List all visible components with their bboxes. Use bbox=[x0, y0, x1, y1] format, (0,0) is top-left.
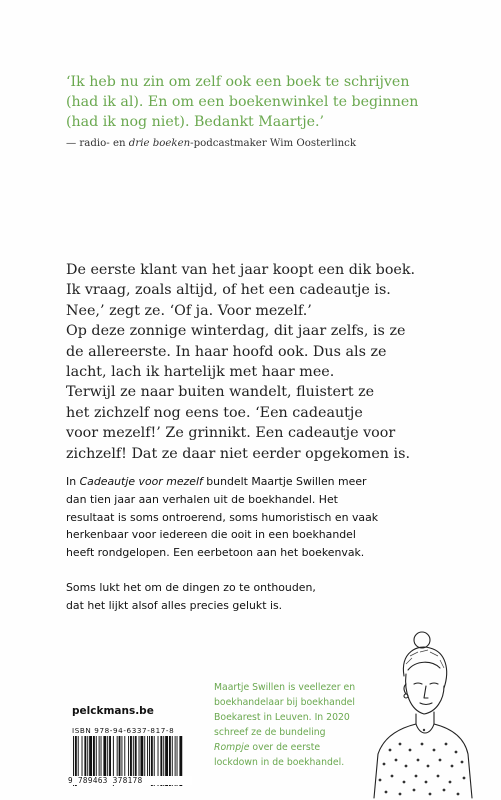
bio-line: Maartje Swillen is veellezer en bbox=[214, 682, 356, 693]
story-line: zichzelf! Dat ze daar niet eerder opgekomen is. bbox=[66, 445, 411, 462]
barcode-bar bbox=[84, 736, 86, 776]
closing-line: Soms lukt het om de dingen zo te onthouden, bbox=[66, 580, 316, 594]
bio-line: Boekarest in Leuven. In 2020 bbox=[214, 711, 350, 723]
barcode-bar bbox=[96, 736, 97, 776]
story-line: De eerste klant van het jaar koopt een dik boek. bbox=[66, 262, 416, 278]
barcode-bar bbox=[93, 736, 95, 776]
story-line: lacht, lach ik hartelijk met haar mee. bbox=[66, 364, 335, 381]
closing-line: dat het lijkt alsof alles precies gelukt is. bbox=[66, 598, 283, 612]
quote-line: (had ik al). En om een boekenwinkel te beginnen bbox=[66, 94, 419, 110]
barcode-bar bbox=[107, 736, 108, 776]
story-line: Nee,’ zegt ze. ‘Of ja. Voor mezelf.’ bbox=[66, 302, 312, 319]
story-line: Ik vraag, zoals altijd, of het een cadeautje is. bbox=[66, 282, 391, 299]
barcode-digits: 9 789463 378178 bbox=[66, 776, 192, 785]
barcode-bar bbox=[87, 736, 88, 776]
barcode-bar bbox=[78, 736, 79, 776]
blurb-line: herkenbaar voor iedereen die ooit in een boekhandel bbox=[66, 528, 356, 542]
barcode-bar bbox=[140, 736, 143, 776]
barcode-bar bbox=[133, 736, 134, 776]
paragraph-gap bbox=[66, 562, 466, 579]
barcode-bar bbox=[144, 736, 145, 776]
barcode-bar bbox=[82, 736, 83, 776]
quote-attribution bbox=[66, 138, 466, 149]
blurb-line: resultaat is soms ontroerend, soms humoristisch en vaak bbox=[66, 510, 379, 524]
author-portrait-illustration bbox=[360, 630, 475, 800]
barcode-bar bbox=[89, 736, 92, 776]
attribution-prefix: — radio- en bbox=[66, 138, 129, 149]
story-line: Terwijl ze naar buiten wandelt, fluistert ze bbox=[66, 384, 375, 401]
barcode-bar bbox=[147, 736, 148, 776]
book-title: Cadeautje voor mezelf bbox=[79, 475, 203, 488]
story-line: het zichzelf nog eens toe. ‘Een cadeautje bbox=[66, 404, 363, 421]
quote-line: ‘Ik heb nu zin om zelf ook een boek te schrijven bbox=[66, 74, 410, 90]
blurb-prefix: In bbox=[66, 475, 80, 488]
endorsement-quote bbox=[66, 72, 446, 132]
barcode-bar bbox=[139, 736, 140, 776]
author-bio bbox=[214, 681, 374, 770]
barcode-bar bbox=[99, 736, 100, 776]
barcode-bar bbox=[130, 736, 132, 776]
bio-line: lockdown in de boekhandel. bbox=[214, 756, 345, 768]
bio-line-suffix: over de eerste bbox=[249, 741, 321, 753]
bio-line: schreef ze de bundeling bbox=[214, 726, 326, 738]
bio-line: boekhandelaar bij boekhandel bbox=[214, 696, 355, 708]
barcode-bar bbox=[124, 736, 125, 776]
attribution-italic: drie boeken bbox=[128, 138, 191, 149]
barcode-bar bbox=[109, 736, 111, 776]
blurb-suffix: bundelt Maartje Swillen meer bbox=[202, 475, 367, 488]
story-line: Op deze zonnige winterdag, dit jaar zelfs, is ze bbox=[66, 323, 406, 340]
barcode-bar bbox=[121, 736, 122, 776]
earlier-book-title: Rompje bbox=[214, 741, 250, 753]
blurb-line bbox=[66, 473, 466, 491]
blurb-line: heeft rondgelopen. Een eerbetoon aan het boekenvak. bbox=[66, 546, 365, 560]
barcode-bar bbox=[149, 736, 150, 776]
barcode-bar bbox=[103, 736, 106, 776]
bio-line bbox=[214, 741, 374, 756]
barcode-bar bbox=[101, 736, 102, 776]
story-line: voor mezelf!’ Ze grinnikt. Een cadeautje voor bbox=[66, 425, 396, 442]
barcode-bar bbox=[119, 736, 121, 776]
story-excerpt bbox=[66, 260, 466, 464]
barcode-bar bbox=[128, 736, 129, 776]
attribution-suffix: -podcastmaker Wim Oosterlinck bbox=[190, 138, 357, 149]
barcode-bar bbox=[135, 736, 137, 776]
barcode-bar bbox=[117, 736, 118, 776]
quote-line: (had ik nog niet). Bedankt Maartje.’ bbox=[66, 114, 325, 130]
story-line: de allereerste. In haar hoofd ook. Dus als ze bbox=[66, 343, 387, 360]
blurb-line: dan tien jaar aan verhalen uit de boekhandel. Het bbox=[66, 492, 338, 506]
isbn-number: ISBN 978-94-6337-817-8 bbox=[72, 726, 175, 735]
publisher-website: pelckmans.be bbox=[72, 705, 154, 717]
book-blurb bbox=[66, 473, 466, 615]
